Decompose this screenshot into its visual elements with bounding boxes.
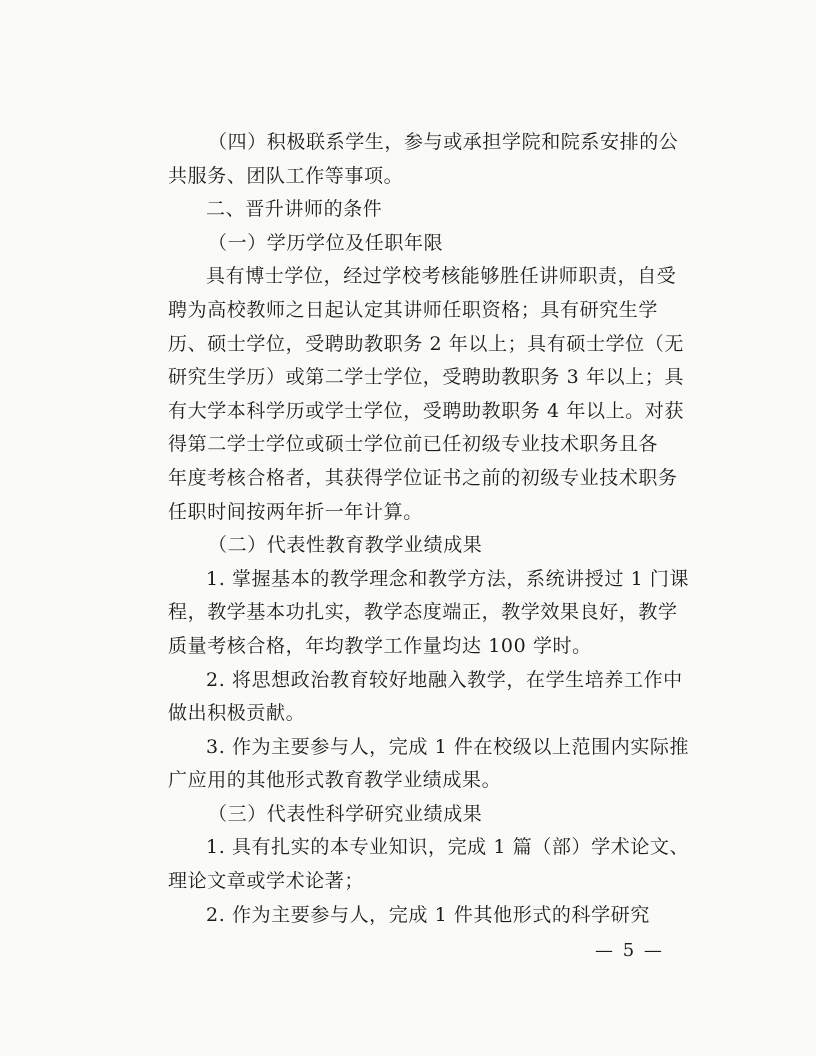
list-item-line: 做出积极贡献。 [168, 702, 306, 725]
list-item-line: 理论文章或学术论著； [168, 870, 365, 893]
paragraph-line: 具有博士学位，经过学校考核能够胜任讲师职责，自受 [206, 265, 677, 288]
list-item-line: 1. 具有扎实的本专业知识，完成 1 篇（部）学术论文、 [206, 836, 690, 859]
list-item-line: 3. 作为主要参与人，完成 1 件在校级以上范围内实际推 [206, 735, 690, 758]
subsection-heading-1: （一）学历学位及任职年限 [208, 231, 444, 254]
section-heading: 二、晋升讲师的条件 [206, 198, 383, 221]
paragraph-line: 有大学本科学历或学士学位，受聘助教职务 4 年以上。对获 [168, 399, 684, 422]
list-item-line: 质量考核合格，年均教学工作量均达 100 学时。 [168, 634, 592, 657]
subsection-heading-2: （二）代表性教育教学业绩成果 [208, 534, 483, 557]
list-item-line: 2. 将思想政治教育较好地融入教学，在学生培养工作中 [206, 668, 683, 691]
list-item-line: 程，教学基本功扎实，教学态度端正，教学效果良好，教学 [168, 601, 678, 624]
subsection-heading-3: （三）代表性科学研究业绩成果 [208, 802, 483, 825]
paragraph-line: 得第二学士学位或硕士学位前已任初级专业技术职务且各 [168, 433, 659, 456]
list-item-line: 2. 作为主要参与人，完成 1 件其他形式的科学研究 [206, 903, 650, 926]
clause-text: 共服务、团队工作等事项。 [168, 164, 404, 187]
clause-heading-4: （四）积极联系学生，参与或承担学院和院系安排的公 [208, 131, 679, 153]
paragraph-line: 聘为高校教师之日起认定其讲师任职资格；具有研究生学 [168, 298, 659, 321]
page-number: — 5 — [595, 940, 664, 961]
list-item-line: 广应用的其他形式教育教学业绩成果。 [168, 769, 502, 792]
paragraph-line: 研究生学历）或第二学士学位，受聘助教职务 3 年以上；具 [168, 366, 684, 389]
list-item-line: 1. 掌握基本的教学理念和教学方法，系统讲授过 1 门课 [206, 567, 690, 590]
paragraph-line: 年度考核合格者，其获得学位证书之前的初级专业技术职务 [168, 466, 678, 489]
paragraph-line: 历、硕士学位，受聘助教职务 2 年以上；具有硕士学位（无 [168, 332, 684, 355]
document-body [168, 126, 690, 932]
paragraph-line: 任职时间按两年折一年计算。 [168, 500, 423, 523]
